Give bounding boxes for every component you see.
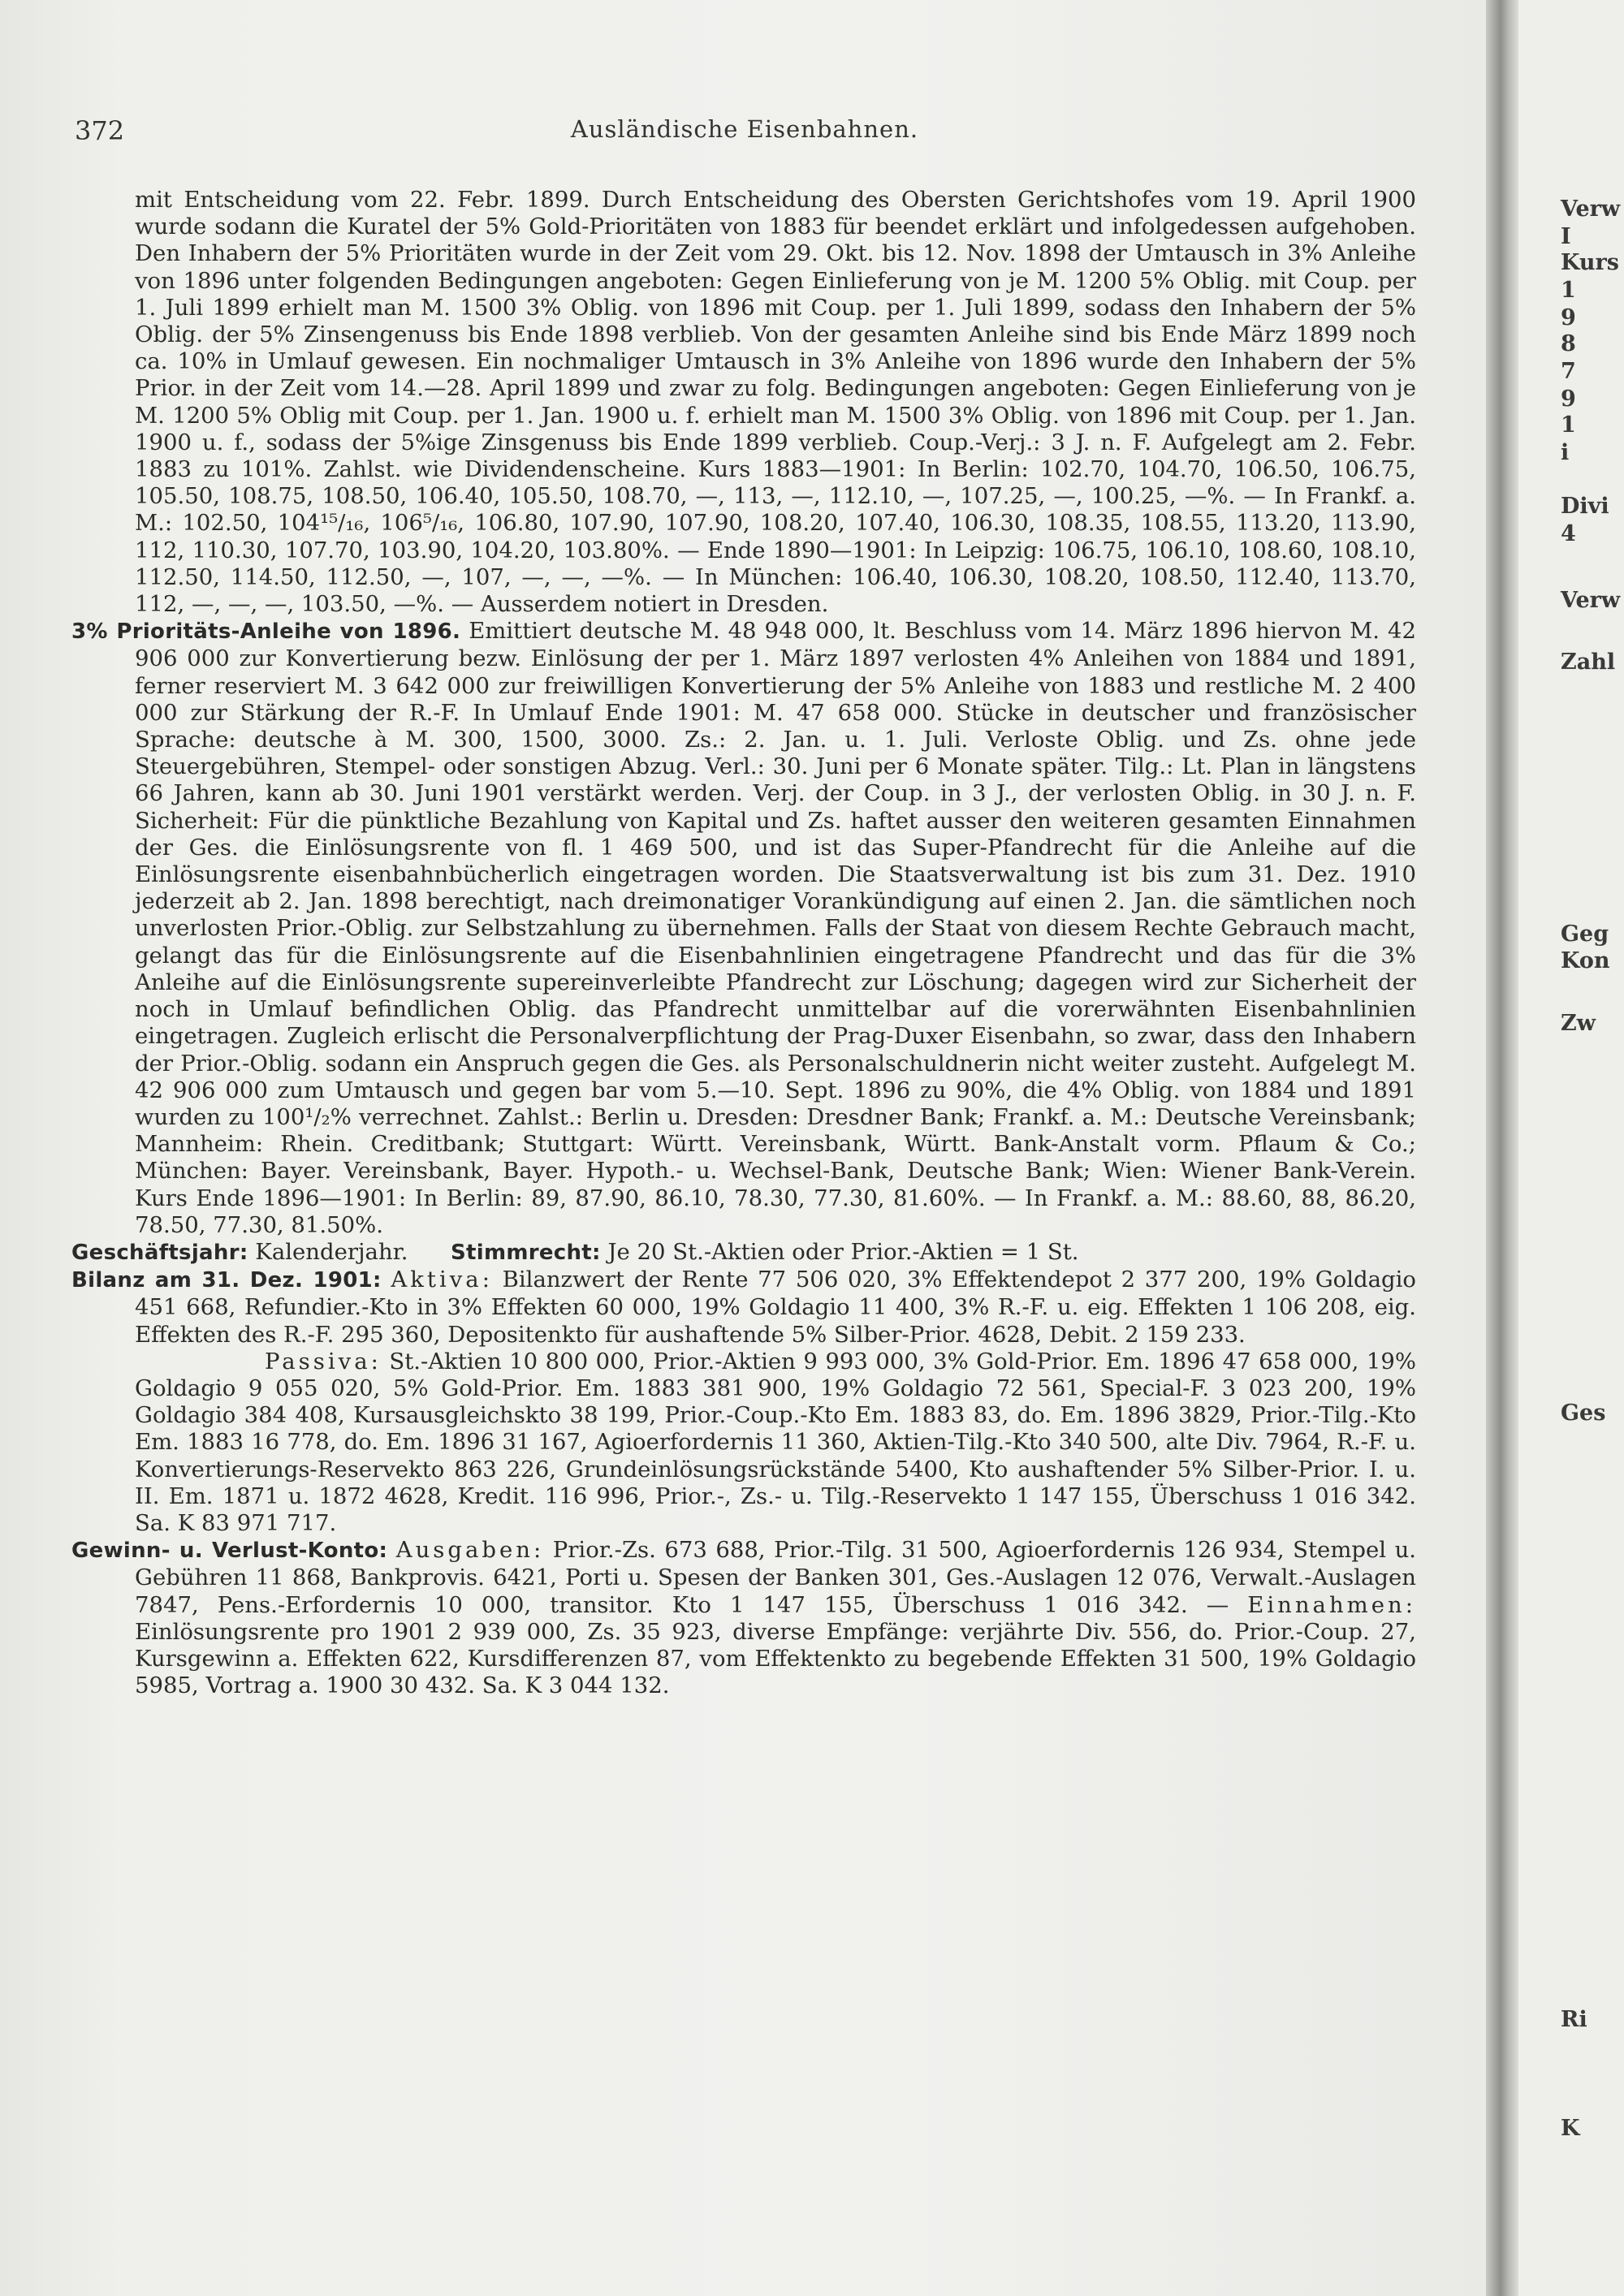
section-label: Gewinn- u. Verlust-Konto:	[71, 1539, 388, 1564]
section-label-stimmrecht: Stimmrecht:	[450, 1240, 601, 1265]
adjacent-page-fragment: Geg	[1561, 921, 1609, 947]
adjacent-page-fragment: 9	[1561, 305, 1576, 330]
paragraph-text: Kalenderjahr.	[255, 1238, 408, 1265]
adjacent-page-fragment: 1	[1561, 278, 1576, 303]
paragraph-geschaeftsjahr	[71, 1239, 1416, 1267]
spaced-heading-passiva: Passiva:	[265, 1348, 382, 1375]
adjacent-page-fragment: Ges	[1561, 1400, 1606, 1426]
page-header	[75, 115, 1415, 148]
section-label: Geschäftsjahr:	[71, 1240, 248, 1265]
adjacent-page-fragment: i	[1561, 440, 1570, 465]
adjacent-page-fragment: I	[1561, 224, 1571, 249]
adjacent-page-fragment: Zw	[1561, 1011, 1596, 1036]
paragraph-text: St.-Aktien 10 800 000, Prior.-Aktien 9 993 000, 3% Gold-Prior. Em. 1896 47 658 000, 19% Goldagio 9 055 020, 5% Gold-Prior. Em. 1883 381 900, 19% Goldagio 72 561, Special-F. 3 023 200, 19% Goldagio 384 408, Kursausgleichskto 38 199, Prior.-Coup.-Kto Em. 1883 83, do. Em. 1896 3829, Prior.-Tilg.-Kto Em. 1883 16 778, do. Em. 1896 31 167, Agioerfordernis 11 360, Aktien-Tilg.-Kto 340 500, alte Div. 7964, R.-F. u. Konvertierungs-Reservekto 863 226, Grundeinlösungsrückstände 5400, Kto aushaftender 5% Silber-Prior. I. u. II. Em. 1871 u. 1872 4628, Kredit. 116 996, Prior.-, Zs.- u. Tilg.-Reservekto 1 147 155, Überschuss 1 016 342. Sa. K 83 971 717.	[135, 1348, 1416, 1536]
adjacent-page-fragment: Kon	[1561, 948, 1610, 973]
section-label: Bilanz am 31. Dez. 1901:	[71, 1268, 382, 1293]
adjacent-page-fragment: Zahl	[1561, 650, 1616, 675]
page-number: 372	[75, 115, 125, 146]
adjacent-page-edge	[1518, 0, 1624, 2296]
adjacent-page-fragment: Verw	[1561, 588, 1621, 613]
adjacent-page-fragment: Divi	[1561, 494, 1609, 519]
spaced-heading-ausgaben: Ausgaben:	[395, 1537, 545, 1564]
adjacent-page-fragment: Ri	[1561, 2007, 1587, 2032]
adjacent-page-fragment: 1	[1561, 412, 1576, 438]
paragraph-text: mit Entscheidung vom 22. Febr. 1899. Durch Entscheidung des Obersten Gerichtshofes vom 19. April 1900 wurde sodann die Kuratel der 5% Gold-Prioritäten von 1883 für beendet erklärt und infolgedessen aufgehoben. Den Inhabern der 5% Prioritäten wurde in der Zeit vom 29. Okt. bis 12. Nov. 1898 der Umtausch in 3% Anleihe von 1896 unter folgenden Bedingungen angeboten: Gegen Einlieferung von je M. 1200 5% Oblig. mit Coup. per 1. Juli 1899 erhielt man M. 1500 3% Oblig. von 1896 mit Coup. per 1. Juli 1899, sodass den Inhabern der 5% Oblig. der 5% Zinsengenuss bis Ende 1898 verblieb. Von der gesamten Anleihe sind bis Ende März 1899 noch ca. 10% in Umlauf gewesen. Ein nochmaliger Umtausch in 3% Anleihe von 1896 wurde den Inhabern der 5% Prior. in der Zeit vom 14.—28. April 1899 und zwar zu folg. Bedingungen angeboten: Gegen Einlieferung von je M. 1200 5% Oblig mit Coup. per 1. Jan. 1900 u. f. erhielt man M. 1500 3% Oblig. von 1896 mit Coup. per 1. Jan. 1900 u. f., sodass der 5%ige Zinsgenuss bis Ende 1899 verblieb. Coup.-Verj.: 3 J. n. F. Aufgelegt am 2. Febr. 1883 zu 101%. Zahlst. wie Dividendenscheine. Kurs 1883—1901: In Berlin: 102.70, 104.70, 106.50, 106.75, 105.50, 108.75, 108.50, 106.40, 105.50, 108.70, —, 113, —, 112.10, —, 107.25, —, 100.25, —%. — In Frankf. a. M.: 102.50, 104¹⁵/₁₆, 106⁵/₁₆, 106.80, 107.90, 107.90, 108.20, 107.40, 106.30, 108.35, 108.55, 113.20, 113.90, 112, 110.30, 107.70, 103.90, 104.20, 103.80%. — Ende 1890—1901: In Leipzig: 106.75, 106.10, 108.60, 108.10, 112.50, 114.50, 112.50, —, 107, —, —, —%. — In München: 106.40, 106.30, 108.20, 108.50, 112.40, 113.70, 112, —, —, —, 103.50, —%. — Ausserdem notiert in Dresden.	[135, 187, 1416, 618]
paragraph-text: Prior.-Zs. 673 688, Prior.-Tilg. 31 500, Agioerfordernis 126 934, Stempel u. Gebühren 11 868, Bankprovis. 6421, Porti u. Spesen der Banken 301, Ges.-Auslagen 12 076, Verwalt.-Auslagen 7847, Pens.-Erfordernis 10 000, transitor. Kto 1 147 155, Überschuss 1 016 342. —	[135, 1537, 1417, 1618]
adjacent-page-fragment: 9	[1561, 386, 1576, 412]
paragraph-prioritaets-anleihe	[71, 618, 1416, 1239]
adjacent-page-fragment: 8	[1561, 331, 1576, 356]
paragraph-text-einnahmen: Einlösungsrente pro 1901 2 939 000, Zs. 35 923, diverse Empfänge: verjährte Div. 556, do. Prior.-Coup. 27, Kursgewinn a. Effekten 622, Kursdifferenzen 87, vom Effektenkto zu begebende Effekten 31 500, 19% Goldagio 5985, Vortrag a. 1900 30 432. Sa. K 3 044 132.	[135, 1618, 1416, 1699]
adjacent-page-fragment: K	[1561, 2116, 1580, 2141]
spaced-heading-aktiva: Aktiva:	[391, 1267, 493, 1293]
book-gutter	[1486, 0, 1518, 2296]
paragraph-text: Bilanzwert der Rente 77 506 020, 3% Effektendepot 2 377 200, 19% Goldagio 451 668, Refundier.-Kto in 3% Effekten 60 000, 19% Goldagio 11 400, 3% R.-F. u. eig. Effekten 1 106 208, eig. Effekten des R.-F. 295 360, Depositenkto für aushaftende 5% Silber-Prior. 4628, Debit. 2 159 233.	[135, 1267, 1416, 1348]
paragraph-kuratel	[71, 187, 1416, 618]
running-title: Ausländische Eisenbahnen.	[570, 115, 919, 143]
body-text	[71, 187, 1416, 1699]
paragraph-text: Emittiert deutsche M. 48 948 000, lt. Beschluss vom 14. März 1896 hiervon M. 42 906 000 zur Konvertierung bezw. Einlösung der per 1. März 1897 verlosten 4% Anleihen von 1884 und 1891, ferner reserviert M. 3 642 000 zur freiwilligen Konvertierung der 5% Anleihe von 1883 und restliche M. 2 400 000 zur Stärkung der R.-F. In Umlauf Ende 1901: M. 47 658 000. Stücke in deutscher und französischer Sprache: deutsche à M. 300, 1500, 3000. Zs.: 2. Jan. u. 1. Juli. Verloste Oblig. und Zs. ohne jede Steuergebühren, Stempel- oder sonstigen Abzug. Verl.: 30. Juni per 6 Monate später. Tilg.: Lt. Plan in längstens 66 Jahren, kann ab 30. Juni 1901 verstärkt werden. Verj. der Coup. in 3 J., der verlosten Oblig. in 30 J. n. F. Sicherheit: Für die pünktliche Bezahlung von Kapital und Zs. haftet ausser den weiteren gesamten Einnahmen der Ges. die Einlösungsrente von fl. 1 469 500, und ist das Super-Pfandrecht für die Anleihe auf die Einlösungsrente eisenbahnbücherlich eingetragen worden. Die Staatsverwaltung ist bis zum 31. Dez. 1910 jederzeit ab 2. Jan. 1898 berechtigt, nach dreimonatiger Vorankündigung auf einen 2. Jan. die sämtlichen noch unverlosten Prior.-Oblig. zur Selbstzahlung zu übernehmen. Falls der Staat von diesem Rechte Gebrauch macht, gelangt das für die Einlösungsrente auf die Eisenbahnlinien eingetragene Pfandrecht und das für die 3% Anleihe auf die Einlösungsrente supereinverleibte Pfandrecht zur Löschung; dagegen wird zur Sicherheit der noch in Umlauf befindlichen Oblig. das Pfandrecht unmittelbar auf die vorerwähnten Eisenbahnlinien eingetragen. Zugleich erlischt die Personalverpflichtung der Prag-Duxer Eisenbahn, so zwar, dass den Inhabern der Prior.-Oblig. sodann ein Anspruch gegen die Ges. als Personalschuldnerin nicht weiter zusteht. Aufgelegt M. 42 906 000 zum Umtausch und gegen bar vom 5.—10. Sept. 1896 zu 90%, die 4% Oblig. von 1884 und 1891 wurden zu 100¹/₂% verrechnet. Zahlst.: Berlin u. Dresden: Dresdner Bank; Frankf. a. M.: Deutsche Vereinsbank; Mannheim: Rhein. Creditbank; Stuttgart: Württ. Vereinsbank, Württ. Bank-Anstalt vorm. Pflaum & Co.; München: Bayer. Vereinsbank, Bayer. Hypoth.- u. Wechsel-Bank, Deutsche Bank; Wien: Wiener Bank-Verein. Kurs Ende 1896—1901: In Berlin: 89, 87.90, 86.10, 78.30, 77.30, 81.60%. — In Frankf. a. M.: 88.60, 88, 86.20, 78.50, 77.30, 81.50%.	[135, 618, 1416, 1238]
adjacent-page-fragment: Verw	[1561, 196, 1621, 222]
spaced-heading-einnahmen: Einnahmen:	[1247, 1591, 1416, 1618]
paragraph-bilanz-passiva	[71, 1349, 1416, 1537]
adjacent-page-fragment: Kurs	[1561, 250, 1619, 275]
adjacent-page-fragment: 4	[1561, 521, 1576, 546]
section-label: 3% Prioritäts-Anleihe von 1896.	[71, 619, 461, 645]
adjacent-page-fragment: 7	[1561, 359, 1576, 384]
paragraph-text-stimmrecht: Je 20 St.-Aktien oder Prior.-Aktien = 1 St.	[607, 1238, 1079, 1265]
paragraph-gewinn-verlust	[71, 1537, 1416, 1699]
paragraph-bilanz-aktiva	[71, 1267, 1416, 1349]
